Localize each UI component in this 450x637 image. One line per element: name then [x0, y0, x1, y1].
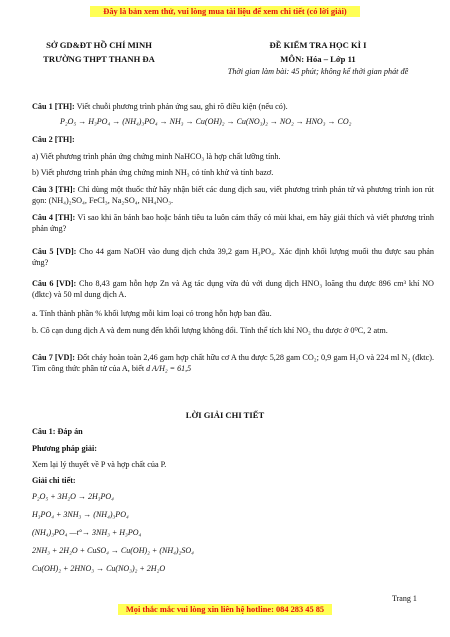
school-department: SỞ GD&ĐT HỒ CHÍ MINH — [46, 40, 152, 50]
exam-time: Thời gian làm bài: 45 phút; không kể thời gian phát đề — [227, 67, 409, 76]
question-7-text: Đốt cháy hoàn toàn 2,46 gam hợp chất hữu cơ A thu được 5,28 gam CO₂; 0,9 gam H₂O và 224 ml N₂ (đktc). Tìm công thức phân tử của A, biết — [32, 353, 434, 373]
solution-title: LỜI GIẢI CHI TIẾT — [185, 410, 265, 420]
equation-4: 2NH₃ + 2H₂O + CuSO₄ → Cu(OH)₂ + (NH₄)₂SO₄ — [32, 546, 194, 555]
question-3 — [32, 184, 434, 206]
method-label: Phương pháp giải: — [32, 444, 97, 453]
school-name: TRƯỜNG THPT THANH ĐA — [43, 54, 155, 64]
question-3-text: Chỉ dùng một thuốc thử hãy nhận biết các dung dịch sau, viết phương trình phản tử và phương trình ion rút gọn: (NH₄)₂SO₄, FeCl₃, Na₂SO₄, NH₄NO₃. — [32, 185, 435, 205]
question-4-text: Vì sao khi ăn bánh bao hoặc bánh tiêu ta luôn cảm thấy có mùi khai, em hãy giải thích và viết phương trình phản ứng? — [32, 213, 434, 233]
equation-1: P₂O₅ + 3H₂O → 2H₃PO₄ — [32, 492, 114, 501]
question-1-chain: P₂O₅ → H₃PO₄ → (NH₄)₃PO₄ → NH₃ → Cu(OH)₂ → Cu(NO₃)₂ → NO₂ → HNO₃ → CO₂ — [60, 117, 352, 126]
method-text: Xem lại lý thuyết về P và hợp chất của P. — [32, 460, 167, 469]
question-1-text: Viết chuỗi phương trình phản ứng sau, ghi rõ điều kiện (nếu có). — [74, 102, 288, 111]
equation-2: H₃PO₄ + 3NH₃ → (NH₄)₃PO₄ — [32, 510, 129, 519]
answer-1-label: Câu 1: Đáp án — [32, 427, 83, 436]
question-3-label: Câu 3 [TH]: — [32, 185, 76, 194]
detail-label: Giải chi tiết: — [32, 476, 76, 485]
question-1 — [32, 101, 432, 112]
exam-subject: MÔN: Hóa – Lớp 11 — [280, 54, 356, 64]
equation-3: (NH₄)₃PO₄ —t°→ 3NH₃ + H₃PO₄ — [32, 528, 142, 537]
question-5-text: Cho 44 gam NaOH vào dung dịch chứa 39,2 gam H₃PO₄. Xác định khối lượng muối thu được sau phản ứng? — [32, 247, 434, 267]
equation-5: Cu(OH)₂ + 2HNO₃ → Cu(NO₃)₂ + 2H₂O — [32, 564, 166, 573]
question-7-math: d A/H₂ = 61,5 — [146, 364, 192, 373]
question-2-b: b) Viết phương trình phản ứng chứng minh NH₃ có tính khử và tính bazơ. — [32, 168, 274, 177]
question-2-a: a) Viết phương trình phản ứng chứng minh NaHCO₃ là hợp chất lưỡng tính. — [32, 152, 281, 161]
question-7-label: Câu 7 [VD]: — [32, 353, 75, 362]
question-4-label: Câu 4 [TH]: — [32, 213, 76, 222]
question-6-label: Câu 6 [VD]: — [32, 279, 77, 288]
question-6-b: b. Cô cạn dung dịch A và đem nung đến khối lượng không đổi. Tính thể tích khí NO₂ thu được ở 0⁰C, 2 atm. — [32, 326, 388, 335]
page-number: Trang 1 — [392, 594, 417, 603]
exam-title: ĐỀ KIỂM TRA HỌC KÌ I — [269, 40, 367, 50]
question-7 — [32, 352, 434, 374]
question-6 — [32, 278, 434, 300]
hotline-banner: Mọi thắc mắc vui lòng xin liên hệ hotline: 084 283 45 85 — [118, 604, 332, 615]
question-2-label: Câu 2 [TH]: — [32, 135, 75, 144]
top-banner: Đây là bản xem thử, vui lòng mua tài liệu để xem chi tiết (có lời giải) — [90, 6, 360, 17]
question-5 — [32, 246, 434, 268]
question-6-text: Cho 8,43 gam hỗn hợp Zn và Ag tác dụng vừa đủ với dung dịch HNO₃ loãng thu được 896 cm³ khí NO (đktc) và 50 ml dung dịch A. — [32, 279, 434, 299]
question-5-label: Câu 5 [VD]: — [32, 247, 77, 256]
question-6-a: a. Tính thành phần % khối lượng mỗi kim loại có trong hỗn hợp ban đầu. — [32, 309, 272, 318]
question-1-label: Câu 1 [TH]: — [32, 102, 75, 111]
question-4 — [32, 212, 434, 234]
